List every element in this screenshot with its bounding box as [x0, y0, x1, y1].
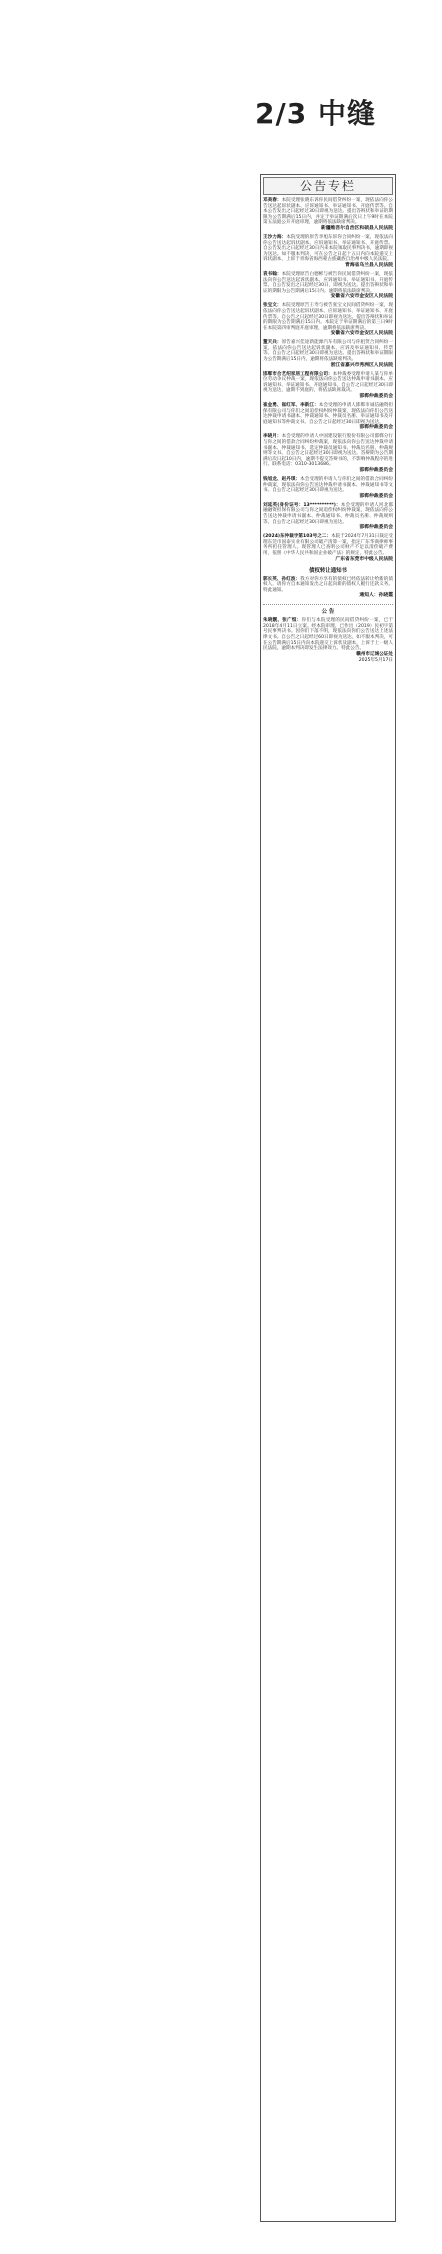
notice-body: 本会受理的申请人河北邯融融资担保有限公司与你之间追偿权纠纷仲裁案，现依法向你公告送达仲裁申请书副本、仲裁通知书、仲裁员名册、仲裁规则等。自公告之日起经过30日即视为送达。 — [263, 502, 393, 525]
transfer-lead: 郭长英、孙红波： — [263, 576, 301, 582]
notice-item — [261, 198, 395, 226]
notice-issuer: 邯郸仲裁委员会 — [359, 525, 393, 531]
notice-lead: 邯郸市合艺绍家居工程有限公司： — [263, 371, 333, 377]
notice-lead: 邓美春： — [263, 198, 282, 203]
notice-list — [261, 198, 395, 566]
notice-body: 本会受理的申请人邯郸市诚信融资担保有限公司与你们之间追偿权纠纷仲裁案，现依法向你们公告送达仲裁申请书副本、仲裁通知书、仲裁员名册、举证通知书及开庭通知书等仲裁文书。自公告之日起经过30日即视为送达。 — [263, 403, 393, 425]
notice-issuer: 邯郸仲裁委员会 — [359, 425, 393, 431]
notice-body: 本会受理的申请人中国建设银行股份有限公司邯郸分行与你之间的借款合同纠纷仲裁案，现依法向你公告送达仲裁申请书副本、仲裁通知书、选定仲裁员通知书、仲裁员名册、仲裁规则等文书。自公告之日起经过30日即视为送达。答辩期为公告期满后次日起10日内，逾期不提交答辩书的，不影响仲裁程序的进行。联系电话：0310-3013686。 — [263, 434, 393, 468]
sign-org: 赣州市辽城公证处 — [356, 651, 393, 657]
notice-body: 本院受理原告王寿与被告张宝文民间借贷纠纷一案，现依法向你公告送达起诉状副本、应诉通知书、举证通知书、开庭传票等。自公告之日起经过30日即视为送达。提出答辩状和举证的期限为公告期满后15日内。本院定于举证期满后的第三日9时在本院第四审判庭开庭审理，逾期将依法缺席判决。 — [263, 303, 393, 331]
notice-item — [261, 272, 395, 294]
notice-body: 原告嘉兴佳途新能源汽车有限公司与你租赁合同纠纷一案，依法向你公告送达起诉状副本、应诉及举证通知书、传票等。自公告之日起经过30日即视为送达。提出答辩状和举证期限为公告期满后15日内，逾期将依法缺席判决。 — [263, 340, 393, 363]
notice-item — [261, 534, 395, 556]
announcement-notice — [261, 618, 395, 652]
notice-item — [261, 434, 395, 468]
notice-issuer: 邯郸仲裁委员会 — [359, 394, 393, 400]
notice-body: 本会受理的申请人与你们之间的借款合同纠纷仲裁案，现依法向你公告送达仲裁申请书副本、仲裁通知书等文书。自公告之日起经过30日即视为送达。 — [263, 476, 393, 494]
transfer-notice — [261, 577, 395, 594]
notice-body: 本仲裁委受理申请人某与你单位劳动争议仲裁一案，现依法向你公告送达仲裁申请书副本、应诉通知书、举证通知书、开庭通知书。自公告之日起经过30日即视为送达，逾期不到庭的，将依法缺席裁决。 — [263, 371, 393, 394]
notice-issuer: 广东省东莞市中级人民法院 — [335, 556, 393, 562]
notice-body: 本院受理张晓东诉你民间借贷纠纷一案，现依法向你公告送达起诉状副本、应诉通知书、举证通知书、开庭传票等。自本公告发出之日起经过30日即视为送达。提出答辩状和举证的期限为公告期满后15日内，并定于举证期满后次日上午9时在本院第五法庭公开开庭审理，逾期将依法缺席判决。 — [263, 198, 393, 226]
notice-item — [261, 372, 395, 394]
notice-body: 本院于2024年7月31日裁定受理东莞市国泰实业有限公司破产清算一案，指定广东华商律师事务所担任管理人。现管理人已查明公司财产不足以清偿破产费用，依照《中华人民共和国企业破产法》的规定，特此公告。 — [263, 534, 393, 556]
notice-issuer: 新疆维吾尔自治区和硕县人民法院 — [321, 225, 393, 231]
notice-body: 本院受理原告白德彬与被告你民间借贷纠纷一案，现依法向你公告送达起诉状副本、应诉通知书、举证通知书、开庭传票。自公告发出之日起经过30日，即视为送达。提出答辩状和举证的期限为公告期满后15日内。逾期将依法缺席判决。 — [263, 271, 393, 294]
announcement-heading: 公 告 — [321, 609, 335, 616]
page-title: 2/3 中缝 — [255, 97, 376, 130]
page-header — [0, 0, 442, 150]
notice-item — [261, 303, 395, 331]
notice-lead: 王沙力海： — [263, 234, 287, 240]
notice-lead: 崔金勇、崔红军、李新江： — [263, 403, 319, 409]
notice-lead: 袁书翰： — [263, 271, 282, 277]
notice-issuer: 青海省乌兰县人民法院 — [345, 262, 393, 268]
notice-column — [260, 174, 396, 2222]
column-banner: 公告专栏 — [263, 177, 393, 195]
notice-item — [261, 340, 395, 362]
notice-lead: 张宝文： — [263, 303, 282, 309]
notice-item — [261, 403, 395, 425]
transfer-heading: 债权转让通知书 — [309, 567, 347, 574]
notice-lead: 钱旭龙、赵丹琪： — [263, 476, 301, 482]
announcement-body: 你们与本院受理的民间借贷纠纷一案，已于2018年4月11日立案。经本院审理，已作出（2019）民初字第号民事判决书。因你们下落不明，现依法向你们公告送达上述法律文书。自公告之日起经过60日即视为送达。如不服本判决，可在公告期满后15日内向本院递交上诉状及副本，上诉于上一级人民法院。逾期本判决即发生法律效力。特此公告。 — [263, 618, 393, 652]
notice-body: 本院受理的原告李旭东诉你合同纠纷一案，现依法向你公告送达起诉状副本、应诉通知书、举证通知书、开庭传票。自公告发出之日起经过30日内来本院领取民事判决书，逾期即视为送达。如不服本判决，可在公告之日起十五日内向本院递交上诉状副本，上诉于青海省海西蒙古族藏族自治州中级人民法院。 — [263, 234, 393, 263]
notice-item — [261, 235, 395, 263]
notice-lead: 董天兵： — [263, 340, 282, 346]
notice-lead: 刘延英(身份证号：13**********)： — [263, 502, 341, 508]
notice-issuer: 邯郸仲裁委员会 — [359, 467, 393, 473]
notice-issuer: 安徽省六安市金安区人民法院 — [330, 331, 393, 337]
notice-lead: 李晓月： — [263, 434, 282, 440]
sign-date: 2025年5月17日 — [358, 657, 393, 663]
notice-issuer: 安徽省六安市金安区人民法院 — [330, 294, 393, 300]
divider — [263, 604, 393, 605]
notice-item — [261, 477, 395, 494]
notice-issuer: 浙江省嘉兴市秀洲区人民法院 — [330, 362, 393, 368]
notice-item — [261, 503, 395, 525]
notice-issuer: 邯郸仲裁委员会 — [359, 493, 393, 499]
announcement-lead: 朱晓靓、张广恒： — [263, 618, 302, 624]
transfer-body: 我方对你方享有的债权已经依法转让给新的债权人，请你方自本通知发出之日起向新的债权人履行还款义务。特此通知。 — [263, 576, 393, 593]
notice-lead: (2024)东仲裁字第103号之二： — [263, 534, 332, 540]
transfer-sign: 通知人：孙晓霞 — [359, 593, 393, 599]
